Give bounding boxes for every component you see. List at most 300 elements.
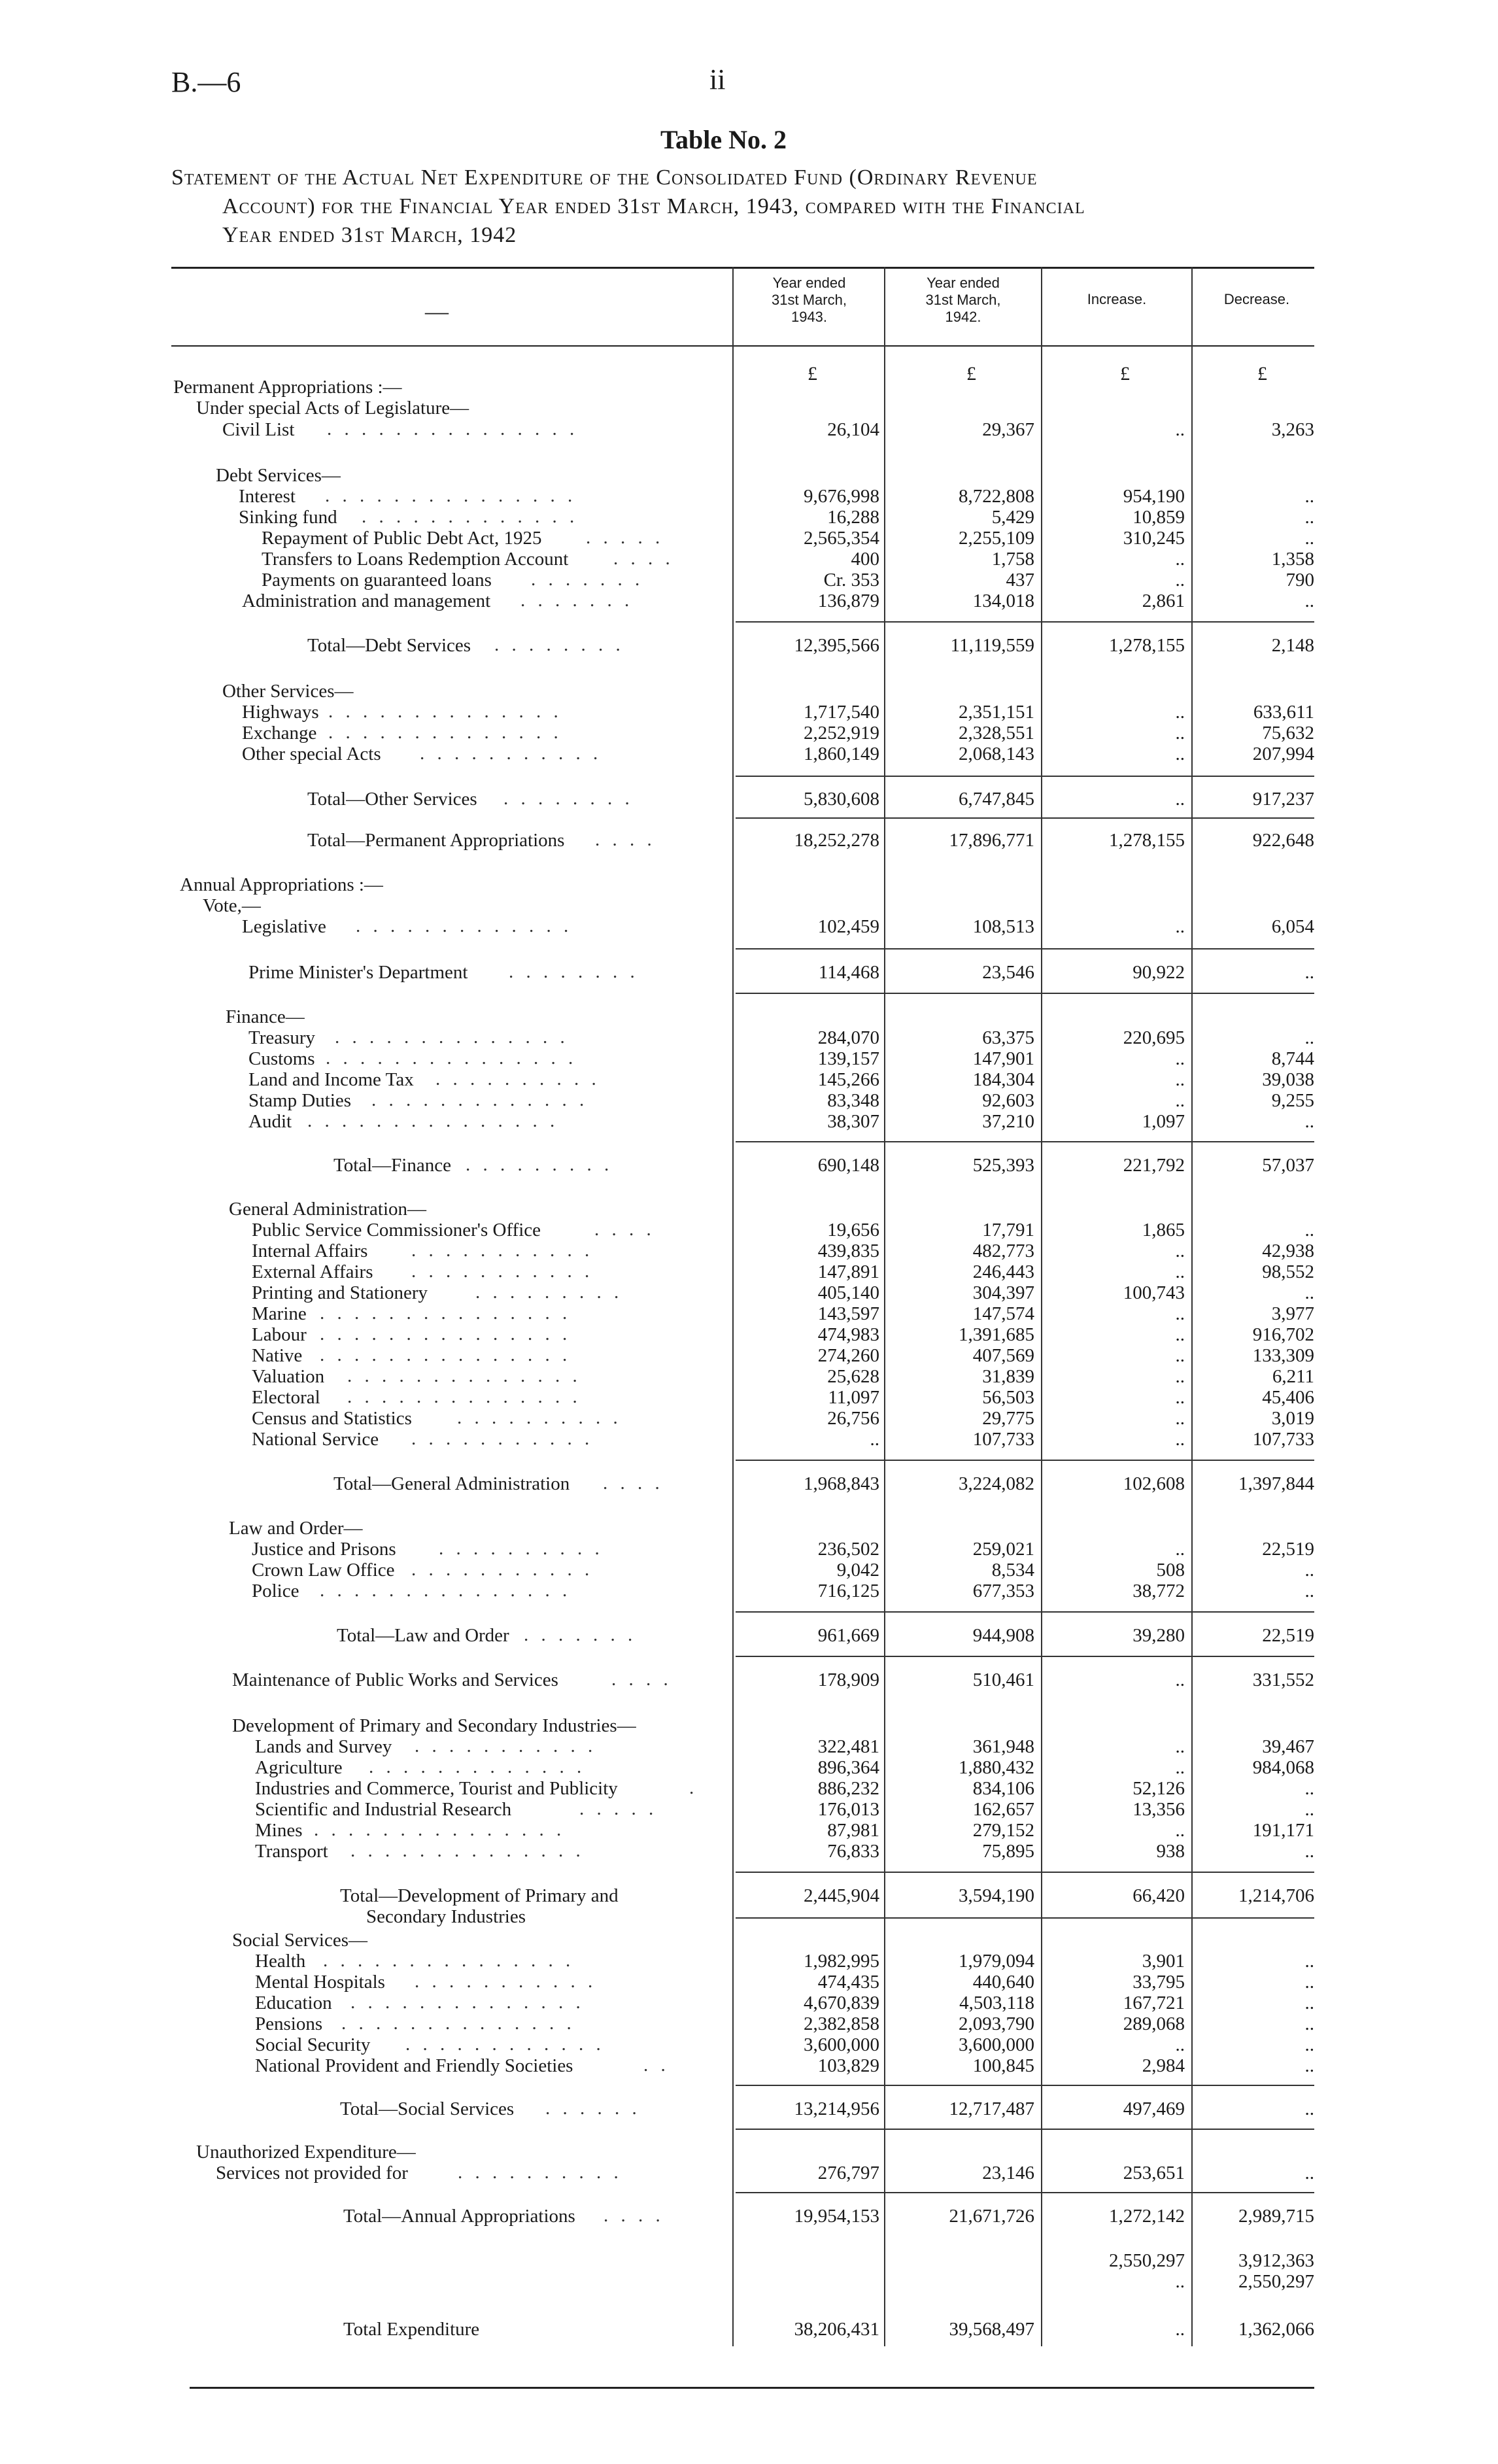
table-heading — [171, 163, 1322, 250]
leader-dots: . . . . . . . . . . . . . . — [350, 1992, 585, 2013]
cell-c: 289,068 — [1123, 2013, 1185, 2034]
cell-b: 147,901 — [972, 1048, 1034, 1069]
cell-b: 440,640 — [972, 1972, 1034, 1993]
cell-b: 834,106 — [972, 1778, 1034, 1799]
header-1942-line-2: 31st March, — [925, 292, 1001, 308]
cell-c: 1,097 — [1142, 1111, 1185, 1132]
cell-b: 31,839 — [982, 1366, 1034, 1387]
row-label: Internal Affairs — [252, 1241, 368, 1261]
leader-dots: . . . . . . . . . . . . . — [356, 915, 573, 936]
leader-dots: . . . . . . . . . — [475, 1282, 623, 1303]
leader-dots: . . — [643, 2055, 670, 2076]
cell-a: 284,070 — [817, 1027, 879, 1048]
row-label: Prime Minister's Department — [248, 962, 468, 983]
cell-a: 5,830,608 — [804, 789, 879, 810]
heading-line-1: Statement of the Actual Net Expenditure of the Consolidated Fund (Ordinary Revenue — [171, 165, 1038, 190]
cell-a: 886,232 — [817, 1778, 879, 1799]
header-1943-line-2: 31st March, — [772, 292, 847, 308]
cell-c: 66,420 — [1132, 1885, 1185, 1906]
cell-a: 147,891 — [817, 1261, 879, 1282]
cell-c: 1,278,155 — [1109, 830, 1185, 851]
row-label: Public Service Commissioner's Office — [252, 1220, 541, 1241]
cell-d: 45,406 — [1262, 1387, 1314, 1408]
row-label: Crown Law Office — [252, 1560, 395, 1581]
leader-dots: . . . . . . . . . . . — [420, 743, 602, 764]
header-year-1943 — [736, 275, 883, 326]
cell-a: 26,756 — [827, 1408, 879, 1429]
cell-c: 39,280 — [1132, 1625, 1185, 1646]
cell-b: 11,119,559 — [950, 635, 1034, 656]
pound-sign-decrease: £ — [1257, 363, 1267, 385]
cell-a: 274,260 — [817, 1345, 879, 1366]
row-label: Electoral — [252, 1387, 320, 1408]
cell-d: 3,977 — [1271, 1303, 1314, 1324]
cell-a: 400 — [851, 549, 879, 570]
leader-dots: . . . . . . . . . . . — [411, 1428, 594, 1449]
cell-a: 2,252,919 — [804, 723, 879, 744]
cell-b: 259,021 — [972, 1539, 1034, 1560]
stub-header-dash: — — [425, 298, 449, 324]
column-divider-3 — [1041, 267, 1042, 2346]
cell-a: 439,835 — [817, 1241, 879, 1261]
cell-c: 1,272,142 — [1109, 2206, 1185, 2227]
cell-d: 3,019 — [1271, 1408, 1314, 1429]
cell-c: .. — [1175, 419, 1185, 440]
cell-b: 944,908 — [972, 1625, 1034, 1646]
cell-a: 38,206,431 — [794, 2319, 879, 2340]
header-1942-line-1: Year ended — [927, 275, 1000, 291]
cell-b: 677,353 — [972, 1581, 1034, 1601]
heading-line-3: Year ended 31st March, 1942 — [222, 223, 517, 247]
cell-b: 75,895 — [982, 1841, 1034, 1862]
cell-d: .. — [1304, 1799, 1314, 1820]
cell-c: 90,922 — [1132, 962, 1185, 983]
cell-d: .. — [1304, 2098, 1314, 2119]
row-label: Services not provided for — [216, 2163, 408, 2183]
cell-c: .. — [1175, 1069, 1185, 1090]
cell-b: 5,429 — [991, 507, 1034, 528]
row-label: Vote,— — [203, 895, 261, 916]
cell-d: .. — [1304, 528, 1314, 549]
cell-a: 9,676,998 — [804, 486, 879, 507]
cell-c: .. — [1175, 1429, 1185, 1450]
cell-b: 1,880,432 — [959, 1757, 1034, 1778]
cell-b: 525,393 — [972, 1155, 1034, 1176]
cell-d: 917,237 — [1252, 789, 1314, 810]
cell-a: 136,879 — [817, 590, 879, 611]
row-label: Legislative — [242, 916, 326, 937]
leader-dots: . . . . — [594, 1219, 655, 1240]
leader-dots: . . . . — [611, 1669, 672, 1690]
cell-d: .. — [1304, 486, 1314, 507]
cell-a: 176,013 — [817, 1799, 879, 1820]
cell-c: .. — [1175, 1090, 1185, 1111]
leader-dots: . . . . . . . — [520, 590, 634, 611]
row-label: Treasury — [248, 1027, 316, 1048]
cell-c: .. — [1175, 1757, 1185, 1778]
cell-b: 361,948 — [972, 1736, 1034, 1757]
leader-dots: . . . . . . . . . . . . . . . — [320, 1580, 571, 1601]
cell-d: 8,744 — [1271, 1048, 1314, 1069]
row-rule — [736, 2192, 1314, 2193]
row-label: National Provident and Friendly Societies — [255, 2055, 573, 2076]
leader-dots: . . . . . . . . . . — [435, 1069, 600, 1089]
row-label: Labour — [252, 1324, 307, 1345]
cell-c: .. — [1175, 1261, 1185, 1282]
cell-c: 253,651 — [1123, 2163, 1185, 2183]
row-label: Agriculture — [255, 1757, 343, 1778]
row-rule — [736, 993, 1314, 994]
leader-dots: . . . . . . . . . . . . . — [369, 1756, 586, 1777]
leader-dots: . . . . . . . . . . . . . . . — [320, 1344, 571, 1365]
header-decrease: Decrease. — [1223, 291, 1290, 307]
cell-a: 1,968,843 — [804, 1473, 879, 1494]
row-label: Transfers to Loans Redemption Account — [262, 549, 569, 570]
cell-c: .. — [1175, 789, 1185, 810]
cell-b: 4,503,118 — [959, 1993, 1034, 2013]
row-label: Other special Acts — [242, 744, 381, 764]
page-number: ii — [709, 63, 726, 95]
cell-c: .. — [1175, 1387, 1185, 1408]
cell-b: 3,594,190 — [959, 1885, 1034, 1906]
cell-b: 510,461 — [972, 1669, 1034, 1690]
cell-c: .. — [1175, 723, 1185, 744]
cell-a: Cr. 353 — [823, 570, 879, 590]
cell-a: 236,502 — [817, 1539, 879, 1560]
cell-c: 954,190 — [1123, 486, 1185, 507]
leader-dots: . . . . . . . . . . . . . . . — [323, 1950, 575, 1971]
cell-a: 474,435 — [817, 1972, 879, 1993]
row-label: Exchange — [242, 723, 317, 744]
header-year-1942 — [887, 275, 1039, 326]
cell-d: 22,519 — [1262, 1539, 1314, 1560]
row-label: Total—Annual Appropriations — [343, 2206, 575, 2227]
cell-a: 12,395,566 — [794, 635, 879, 656]
cell-b: 184,304 — [972, 1069, 1034, 1090]
cell-d: 3,263 — [1271, 419, 1314, 440]
row-label: Police — [252, 1581, 299, 1601]
cell-c: 52,126 — [1132, 1778, 1185, 1799]
cell-d: 22,519 — [1262, 1625, 1314, 1646]
cell-c: 1,278,155 — [1109, 635, 1185, 656]
row-rule — [736, 621, 1314, 623]
leader-dots: . . . . . . . . . . . . . . — [347, 1386, 581, 1407]
cell-d: .. — [1304, 2163, 1314, 2183]
cell-d: .. — [1304, 1027, 1314, 1048]
row-label: Pensions — [255, 2013, 323, 2034]
row-label: Under special Acts of Legislature— — [196, 398, 469, 419]
leader-dots: . . . . . . . . . . . — [411, 1240, 594, 1261]
cell-c: .. — [1175, 2034, 1185, 2055]
cell-c: 13,356 — [1132, 1799, 1185, 1820]
row-label: Land and Income Tax — [248, 1069, 414, 1090]
row-label: Other Services— — [222, 681, 354, 702]
cell-c: .. — [1175, 570, 1185, 590]
leader-dots: . . . . . . . . — [509, 961, 639, 982]
row-label: Total—Development of Primary and — [340, 1885, 619, 1906]
cell-c: .. — [1175, 916, 1185, 937]
cell-c: .. — [1175, 1324, 1185, 1345]
cell-d: 133,309 — [1252, 1345, 1314, 1366]
cell-c: .. — [1175, 549, 1185, 570]
cell-d: 6,211 — [1272, 1366, 1314, 1387]
row-label: Repayment of Public Debt Act, 1925 — [262, 528, 542, 549]
cell-d: 916,702 — [1252, 1324, 1314, 1345]
row-label: Unauthorized Expenditure— — [196, 2142, 416, 2163]
cell-d: .. — [1304, 2055, 1314, 2076]
cell-d: .. — [1304, 1111, 1314, 1132]
cell-a: 4,670,839 — [804, 1993, 879, 2013]
row-label: Total Expenditure — [343, 2319, 480, 2340]
cell-b: 8,722,808 — [959, 486, 1034, 507]
leader-dots: . . . . . . . . . . . . . . . — [325, 485, 577, 506]
leader-dots: . . . . . . . . . . — [457, 1407, 622, 1428]
cell-b: 304,397 — [972, 1282, 1034, 1303]
cell-d: 3,912,363 — [1238, 2250, 1314, 2271]
row-label: Customs — [248, 1048, 315, 1069]
cell-b: 23,546 — [982, 962, 1034, 983]
leader-dots: . . . . . . . . . . . . . . — [341, 2013, 575, 2034]
cell-c: .. — [1175, 1736, 1185, 1757]
cell-d: .. — [1304, 1220, 1314, 1241]
cell-d: .. — [1304, 2013, 1314, 2034]
cell-b: 3,224,082 — [959, 1473, 1034, 1494]
leader-dots: . . . . . . . . . . . . . — [371, 1089, 588, 1110]
leader-dots: . . . . . . . . . . . . . . — [350, 1840, 585, 1861]
cell-a: 83,348 — [827, 1090, 879, 1111]
cell-a: 76,833 — [827, 1841, 879, 1862]
cell-c: .. — [1175, 1539, 1185, 1560]
row-label: National Service — [252, 1429, 379, 1450]
leader-dots: . . . . . . . . . . . . . . . — [307, 1110, 559, 1131]
cell-b: 107,733 — [972, 1429, 1034, 1450]
cell-b: 39,568,497 — [949, 2319, 1034, 2340]
row-label: Finance— — [226, 1006, 305, 1027]
cell-d: 75,632 — [1262, 723, 1314, 744]
leader-dots: . . . . . . . . . . . . . . — [328, 722, 562, 743]
cell-b: 1,758 — [991, 549, 1034, 570]
cell-b: 2,255,109 — [959, 528, 1034, 549]
cell-c: 497,469 — [1123, 2098, 1185, 2119]
cell-b: 246,443 — [972, 1261, 1034, 1282]
cell-d: 1,397,844 — [1238, 1473, 1314, 1494]
cell-d: .. — [1304, 1560, 1314, 1581]
leader-dots: . . . . . . . . . . — [439, 1538, 604, 1559]
row-label: Sinking fund — [239, 507, 337, 528]
cell-a: 25,628 — [827, 1366, 879, 1387]
leader-dots: . . . . . . . . . . . — [415, 1971, 597, 1992]
cell-b: 8,534 — [991, 1560, 1034, 1581]
cell-a: 1,717,540 — [804, 702, 879, 723]
row-label: Total—Permanent Appropriations — [307, 830, 565, 851]
row-rule — [736, 2085, 1314, 2086]
leader-dots: . . . . . . . . . . . . . — [362, 506, 579, 527]
leader-dots: . . . . . . . . . . . . . . — [347, 1365, 581, 1386]
cell-c: 938 — [1156, 1841, 1185, 1862]
cell-d: 207,994 — [1252, 744, 1314, 764]
cell-a: 114,468 — [818, 962, 879, 983]
row-label: Annual Appropriations :— — [180, 874, 383, 895]
header-1943-line-1: Year ended — [772, 275, 846, 291]
cell-b: 108,513 — [972, 916, 1034, 937]
cell-b: 63,375 — [982, 1027, 1034, 1048]
column-divider-2 — [884, 267, 885, 2346]
row-label: Payments on guaranteed loans — [262, 570, 492, 590]
cell-c: 3,901 — [1142, 1951, 1185, 1972]
row-label: Marine — [252, 1303, 307, 1324]
leader-dots: . . . . . . . . — [494, 634, 624, 655]
cell-d: 107,733 — [1252, 1429, 1314, 1450]
cell-a: 16,288 — [827, 507, 879, 528]
cell-c: .. — [1175, 1408, 1185, 1429]
row-label: Transport — [255, 1841, 328, 1862]
cell-d: 39,467 — [1262, 1736, 1314, 1757]
cell-b: 56,503 — [982, 1387, 1034, 1408]
leader-dots: . . . . — [603, 1473, 664, 1494]
row-label: Total—Debt Services — [307, 635, 471, 656]
cell-d: 98,552 — [1262, 1261, 1314, 1282]
row-label: Mental Hospitals — [255, 1972, 385, 1993]
cell-c: 2,984 — [1142, 2055, 1185, 2076]
cell-c: .. — [1175, 702, 1185, 723]
cell-c: 2,550,297 — [1109, 2250, 1185, 2271]
cell-b: 6,747,845 — [959, 789, 1034, 810]
cell-a: 103,829 — [817, 2055, 879, 2076]
leader-dots: . . . . . . . . — [503, 788, 634, 809]
row-rule — [736, 2129, 1314, 2130]
header-increase: Increase. — [1087, 291, 1147, 307]
header-1942-line-3: 1942. — [945, 309, 981, 325]
cell-c: 1,865 — [1142, 1220, 1185, 1241]
row-label: Total—Other Services — [307, 789, 477, 810]
cell-d: 2,148 — [1271, 635, 1314, 656]
cell-a: 2,382,858 — [804, 2013, 879, 2034]
row-label: Health — [255, 1951, 306, 1972]
cell-b: 23,146 — [982, 2163, 1034, 2183]
cell-b: 12,717,487 — [949, 2098, 1034, 2119]
leader-dots: . . . . . . . . . . . . . . . — [320, 1303, 571, 1324]
leader-dots: . . . . . . . — [524, 1624, 637, 1645]
cell-b: 37,210 — [982, 1111, 1034, 1132]
cell-c: .. — [1175, 1366, 1185, 1387]
cell-c: 2,861 — [1142, 590, 1185, 611]
leader-dots: . . . . . — [579, 1798, 658, 1819]
leader-dots: . . . . . . . . . . . . . . — [328, 701, 562, 722]
row-label: Social Services— — [232, 1930, 367, 1951]
cell-d: .. — [1304, 1841, 1314, 1862]
row-label: Civil List — [222, 419, 295, 440]
cell-d: 922,648 — [1252, 830, 1314, 851]
table-bottom-rule — [190, 2387, 1314, 2389]
cell-a: 474,983 — [817, 1324, 879, 1345]
row-rule — [736, 1656, 1314, 1657]
cell-b: 279,152 — [972, 1820, 1034, 1841]
cell-a: 1,860,149 — [804, 744, 879, 764]
leader-dots: . . . . . . . . . . . . . . — [335, 1027, 569, 1048]
row-rule — [736, 817, 1314, 819]
cell-d: 633,611 — [1253, 702, 1314, 723]
header-1943-line-3: 1943. — [791, 309, 828, 325]
row-label: Justice and Prisons — [252, 1539, 396, 1560]
row-label: Native — [252, 1345, 303, 1366]
cell-b: 147,574 — [972, 1303, 1034, 1324]
cell-b: 1,979,094 — [959, 1951, 1034, 1972]
row-label: Administration and management — [242, 590, 491, 611]
cell-d: .. — [1304, 1951, 1314, 1972]
cell-c: 38,772 — [1132, 1581, 1185, 1601]
row-label: Interest — [239, 486, 296, 507]
cell-c: 508 — [1156, 1560, 1185, 1581]
row-label: Education — [255, 1993, 332, 2013]
cell-d: .. — [1304, 1581, 1314, 1601]
row-label: Stamp Duties — [248, 1090, 352, 1111]
cell-c: 221,792 — [1123, 1155, 1185, 1176]
cell-d: 191,171 — [1252, 1820, 1314, 1841]
leader-dots: . . . . . — [586, 527, 664, 548]
cell-b: 482,773 — [972, 1241, 1034, 1261]
cell-d: 331,552 — [1252, 1669, 1314, 1690]
cell-b: 437 — [1006, 570, 1034, 590]
row-label: Scientific and Industrial Research — [255, 1799, 512, 1820]
leader-dots: . . . . . . . . . . . — [411, 1559, 594, 1580]
cell-c: 167,721 — [1123, 1993, 1185, 2013]
column-divider-4 — [1191, 267, 1193, 2346]
row-label: Total—Social Services — [340, 2098, 515, 2119]
cell-a: .. — [870, 1429, 879, 1450]
cell-b: 2,068,143 — [959, 744, 1034, 764]
pound-sign-1942: £ — [966, 363, 976, 385]
cell-d: 42,938 — [1262, 1241, 1314, 1261]
cell-a: 145,266 — [817, 1069, 879, 1090]
cell-a: 1,982,995 — [804, 1951, 879, 1972]
leader-dots: . . . . . . . . . . . . . . . — [326, 1048, 577, 1069]
cell-a: 3,600,000 — [804, 2034, 879, 2055]
row-label: Industries and Commerce, Tourist and Publicity — [255, 1778, 618, 1799]
table-number: Table No. 2 — [660, 125, 787, 154]
cell-b: 407,569 — [972, 1345, 1034, 1366]
leader-dots: . . . . . . . — [531, 569, 644, 590]
cell-a: 102,459 — [817, 916, 879, 937]
cell-a: 322,481 — [817, 1736, 879, 1757]
leader-dots: . . . . — [604, 2205, 664, 2226]
cell-a: 716,125 — [817, 1581, 879, 1601]
cell-c: 102,608 — [1123, 1473, 1185, 1494]
cell-c: .. — [1175, 1820, 1185, 1841]
row-label: Total—Finance — [333, 1155, 451, 1176]
row-rule — [736, 776, 1314, 777]
row-rule — [736, 1460, 1314, 1461]
row-label: Audit — [248, 1111, 292, 1132]
row-label: Census and Statistics — [252, 1408, 412, 1429]
leader-dots: . . . . — [595, 829, 656, 850]
header-bottom-rule — [171, 345, 1314, 347]
heading-line-2: Account) for the Financial Year ended 31st March, 1943, compared with the Financial — [222, 194, 1085, 218]
cell-a: 26,104 — [827, 419, 879, 440]
cell-c: 10,859 — [1132, 507, 1185, 528]
cell-b: 134,018 — [972, 590, 1034, 611]
cell-d: 9,255 — [1271, 1090, 1314, 1111]
cell-d: 1,358 — [1271, 549, 1314, 570]
cell-b: 17,791 — [982, 1220, 1034, 1241]
cell-c: .. — [1175, 2271, 1185, 2292]
leader-dots: . . . . . . . . . . . . . . . — [327, 419, 579, 439]
cell-a: 178,909 — [817, 1669, 879, 1690]
cell-a: 13,214,956 — [794, 2098, 879, 2119]
row-label: External Affairs — [252, 1261, 373, 1282]
cell-d: 2,550,297 — [1238, 2271, 1314, 2292]
leader-dots: . . . . — [613, 548, 674, 569]
cell-b: 2,351,151 — [959, 702, 1034, 723]
